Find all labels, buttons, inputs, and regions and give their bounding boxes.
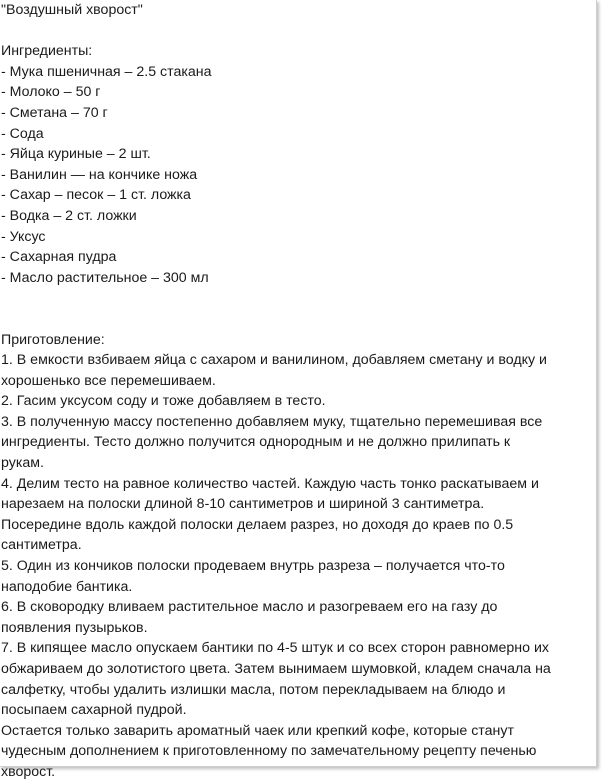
spacer	[1, 21, 591, 42]
recipe-content	[1, 0, 591, 783]
preparation-line: 6. В сковородку вливаем растительное масло и разогреваем его на газу до	[1, 599, 498, 616]
preparation-line: 5. Один из кончиков полоски продеваем внутрь разреза – получается что-то	[1, 558, 505, 575]
ingredient-item: - Уксус	[1, 228, 46, 245]
ingredient-item: - Мука пшеничная – 2.5 стакана	[1, 63, 212, 80]
preparation-line: 3. В полученную массу постепенно добавляем муку, тщательно перемешивая все	[1, 413, 543, 430]
preparation-line: посыпаем сахарной пудрой.	[1, 702, 187, 719]
preparation-line: 1. В емкости взбиваем яйца с сахаром и ванилином, добавляем сметану и водку и	[1, 352, 547, 369]
preparation-line: нарезаем на полоски длиной 8-10 сантиметров и шириной 3 сантиметра.	[1, 496, 485, 513]
preparation-line: рукам.	[1, 455, 44, 472]
preparation-line: чудесным дополнением к приготовленному по замечательному рецепту печенью	[1, 743, 537, 760]
ingredient-item: - Ванилин — на кончике ножа	[1, 166, 198, 183]
ingredient-item: - Сахар – песок – 1 ст. ложка	[1, 187, 191, 204]
preparation-line: хорошенько все перемешиваем.	[1, 372, 216, 389]
ingredient-item: - Масло растительное – 300 мл	[1, 269, 209, 286]
spacer	[1, 288, 591, 309]
preparation-line: хворост.	[1, 763, 56, 780]
spacer	[1, 309, 591, 330]
ingredient-item: - Яйца куриные – 2 шт.	[1, 146, 151, 163]
ingredient-item: - Молоко – 50 г	[1, 84, 101, 101]
ingredient-item: - Сахарная пудра	[1, 249, 117, 266]
preparation-line: обжариваем до золотистого цвета. Затем вынимаем шумовкой, кладем сначала на	[1, 661, 551, 677]
preparation-line: салфетку, чтобы удалить излишки масла, потом перекладываем на блюдо и	[1, 681, 506, 698]
preparation-line: 4. Делим тесто на равное количество частей. Каждую часть тонко раскатываем и	[1, 475, 539, 492]
preparation-line: ингредиенты. Тесто должно получится однородным и не должно прилипать к	[1, 434, 511, 451]
preparation-line: Посередине вдоль каждой полоски делаем разрез, но доходя до краев по 0.5	[1, 516, 514, 533]
preparation-line: наподобие бантика.	[1, 578, 133, 595]
preparation-line: Остается только заварить ароматный чаек или крепкий кофе, которые станут	[1, 722, 514, 739]
ingredient-item: - Сода	[1, 125, 44, 142]
preparation-line: 7. В кипящее масло опускаем бантики по 4-5 штук и со всех сторон равномерно их	[1, 640, 549, 657]
ingredient-item: - Водка – 2 ст. ложки	[1, 207, 137, 224]
ingredient-item: - Сметана – 70 г	[1, 104, 108, 121]
preparation-line: сантиметра.	[1, 537, 82, 554]
preparation-line: появления пузырьков.	[1, 619, 148, 636]
ingredients-heading: Ингредиенты:	[1, 43, 93, 60]
preparation-line: 2. Гасим уксусом соду и тоже добавляем в тесто.	[1, 393, 326, 410]
preparation-heading: Приготовление:	[1, 331, 105, 348]
recipe-title: "Воздушный хворост"	[1, 2, 143, 18]
